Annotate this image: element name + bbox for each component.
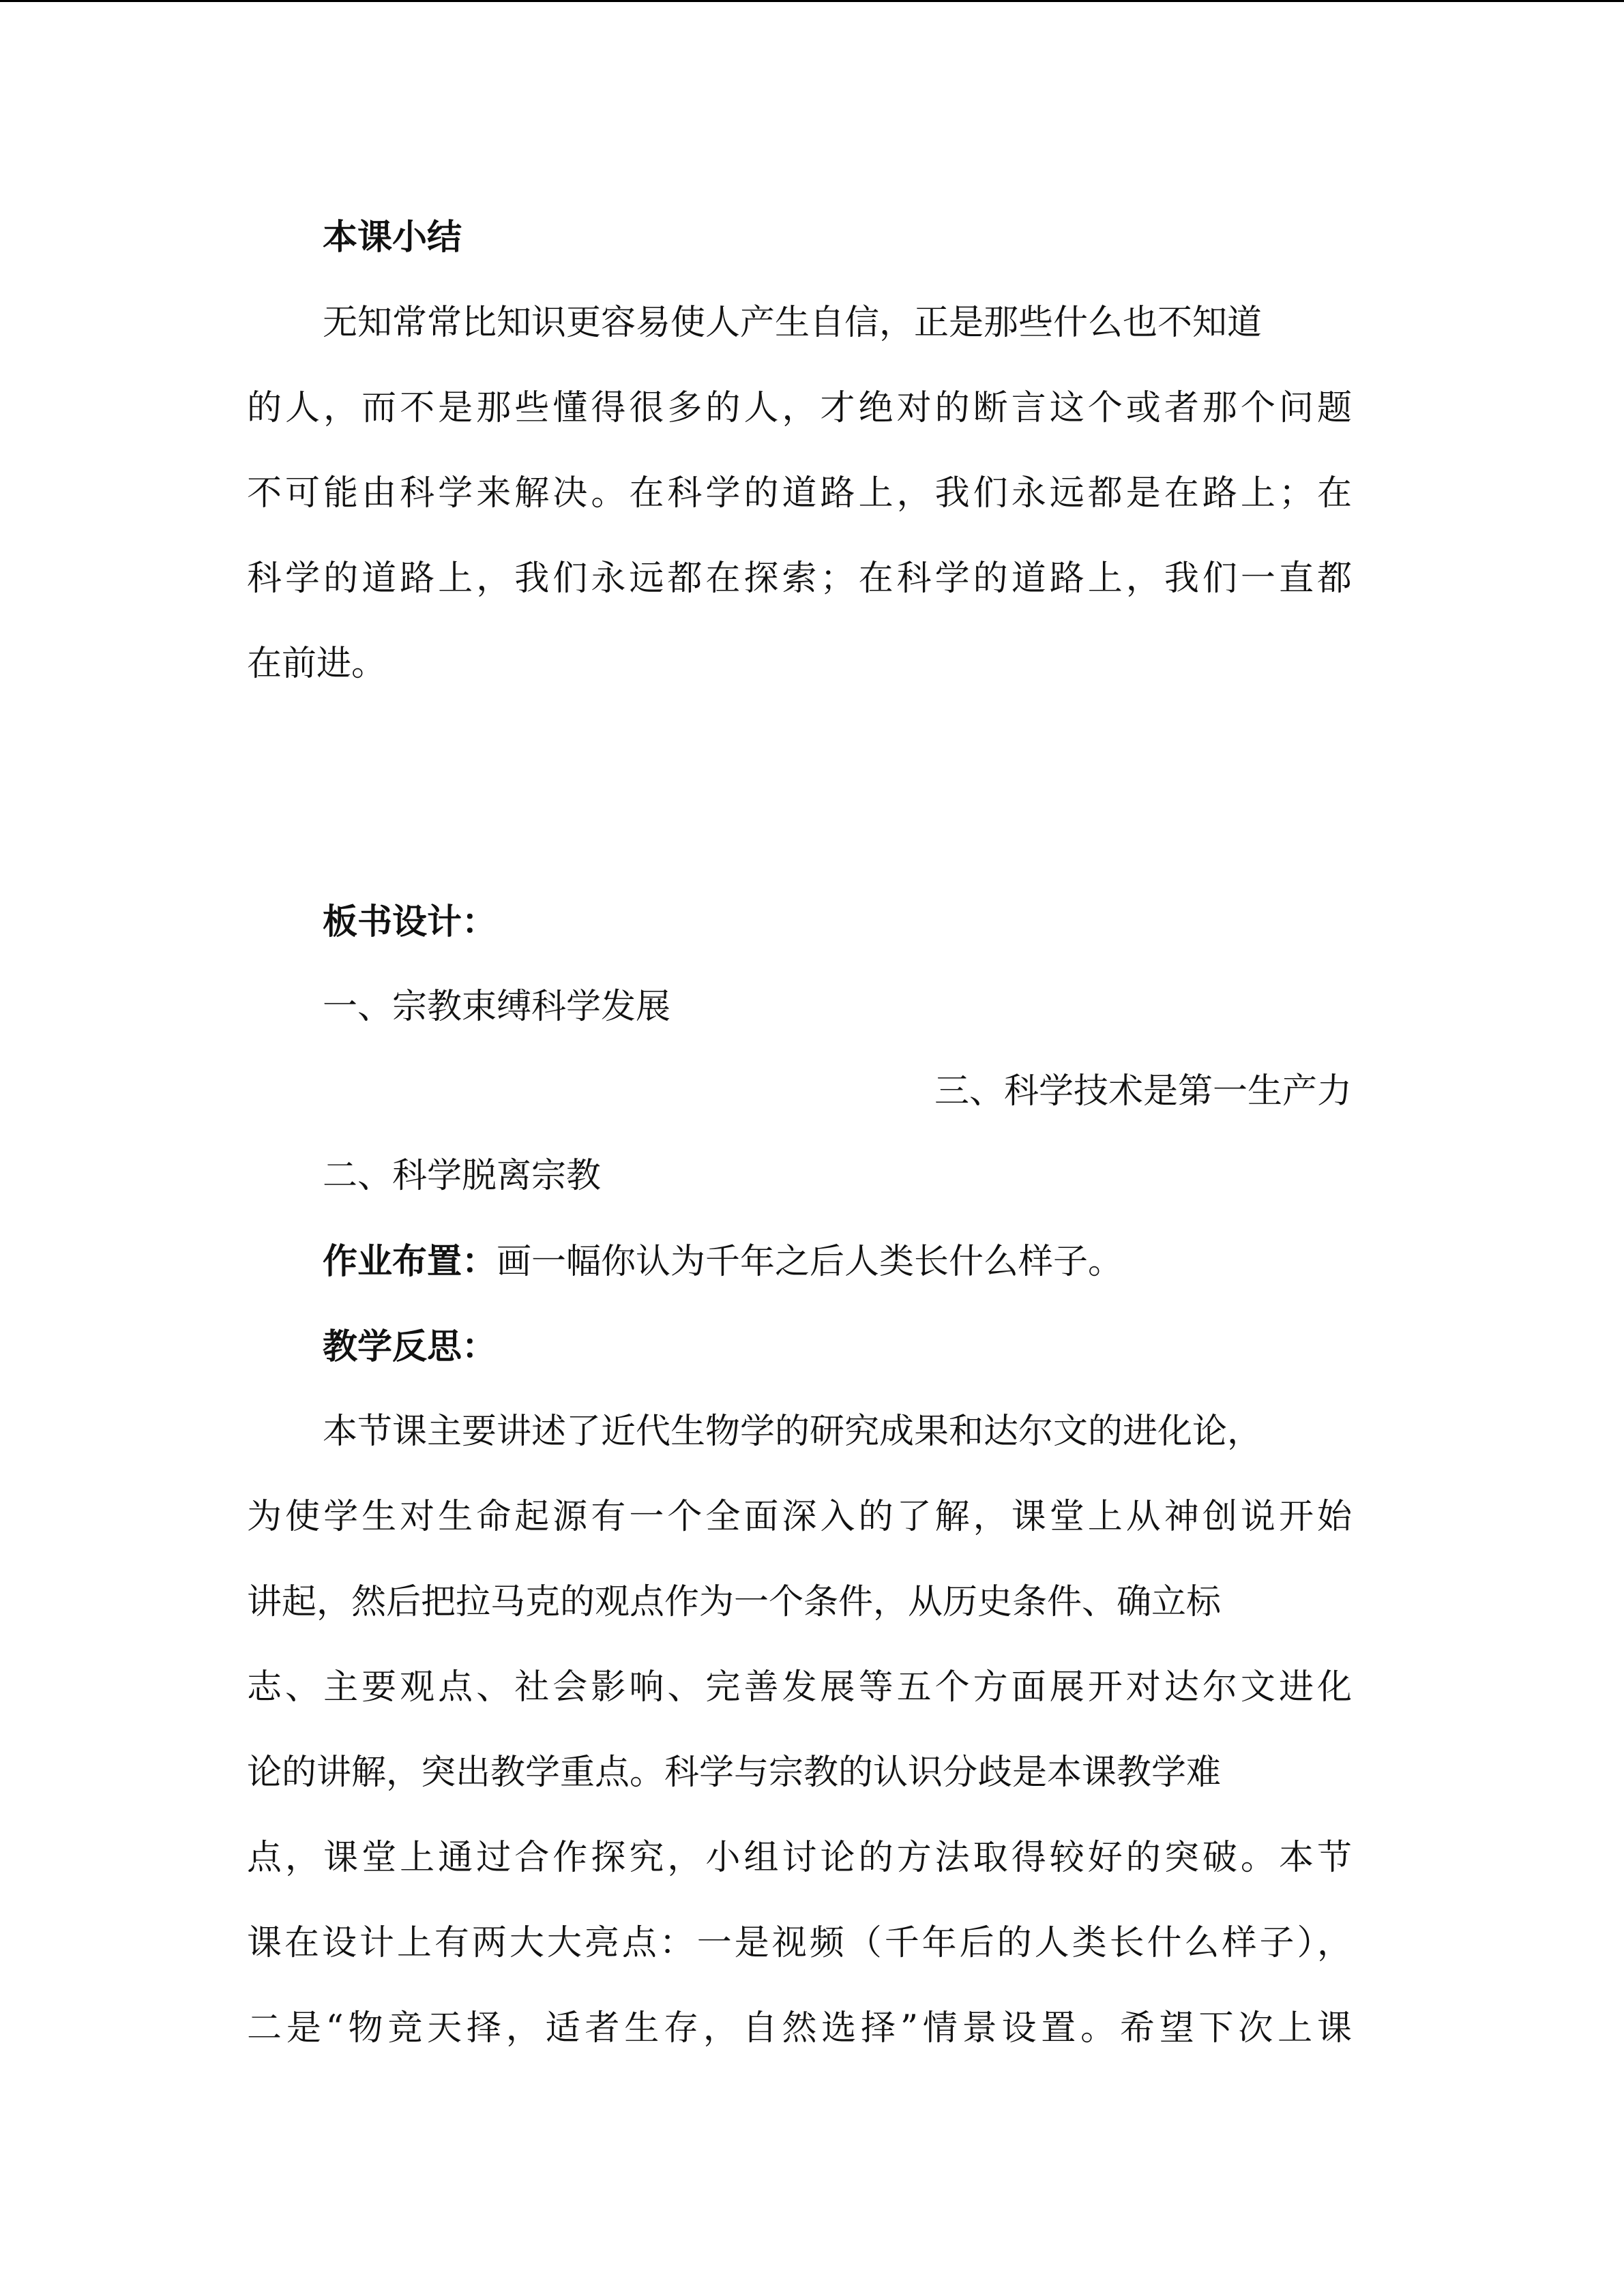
reflection-line-2: 为使学生对生命起源有一个全面深入的了解，课堂上从神创说开始: [247, 1497, 1352, 1537]
board-design-item-2: 二、科学脱离宗教: [323, 1156, 602, 1196]
board-design-item-1: 一、宗教束缚科学发展: [323, 987, 671, 1027]
homework-text: 画一幅你认为千年之后人类长什么样子。: [497, 1242, 1123, 1282]
summary-heading: 本课小结: [323, 217, 462, 258]
summary-line-1: 无知常常比知识更容易使人产生自信，正是那些什么也不知道: [323, 303, 1263, 343]
summary-line-4: 科学的道路上，我们永远都在探索；在科学的道路上，我们一直都: [247, 558, 1352, 599]
reflection-line-6: 点，课堂上通过合作探究，小组讨论的方法取得较好的突破。本节: [247, 1838, 1352, 1878]
summary-line-5: 在前进。: [247, 644, 387, 684]
reflection-line-3: 讲起，然后把拉马克的观点作为一个条件，从历史条件、确立标: [247, 1582, 1222, 1622]
page-top-border: [0, 0, 1624, 2]
homework-label: 作业布置：: [323, 1241, 497, 1282]
summary-line-2: 的人，而不是那些懂得很多的人，才绝对的断言这个或者那个问题: [247, 388, 1352, 428]
summary-line-3: 不可能由科学来解决。在科学的道路上，我们永远都是在路上；在: [247, 473, 1352, 513]
reflection-line-8: 二是“物竞天择，适者生存，自然选择”情景设置。希望下次上课: [247, 2008, 1352, 2048]
reflection-line-1: 本节课主要讲述了近代生物学的研究成果和达尔文的进化论，: [323, 1412, 1263, 1452]
reflection-line-5: 论的讲解，突出教学重点。科学与宗教的认识分歧是本课教学难: [247, 1753, 1222, 1793]
reflection-line-7: 课在设计上有两大大亮点：一是视频（千年后的人类长什么样子），: [247, 1923, 1352, 1963]
board-design-item-3: 三、科学技术是第一生产力: [934, 1071, 1352, 1112]
homework-line: [323, 1240, 1428, 1283]
reflection-line-4: 志、主要观点、社会影响、完善发展等五个方面展开对达尔文进化: [247, 1667, 1352, 1708]
reflection-heading: 教学反思：: [323, 1326, 497, 1367]
board-design-heading: 板书设计：: [323, 901, 497, 942]
